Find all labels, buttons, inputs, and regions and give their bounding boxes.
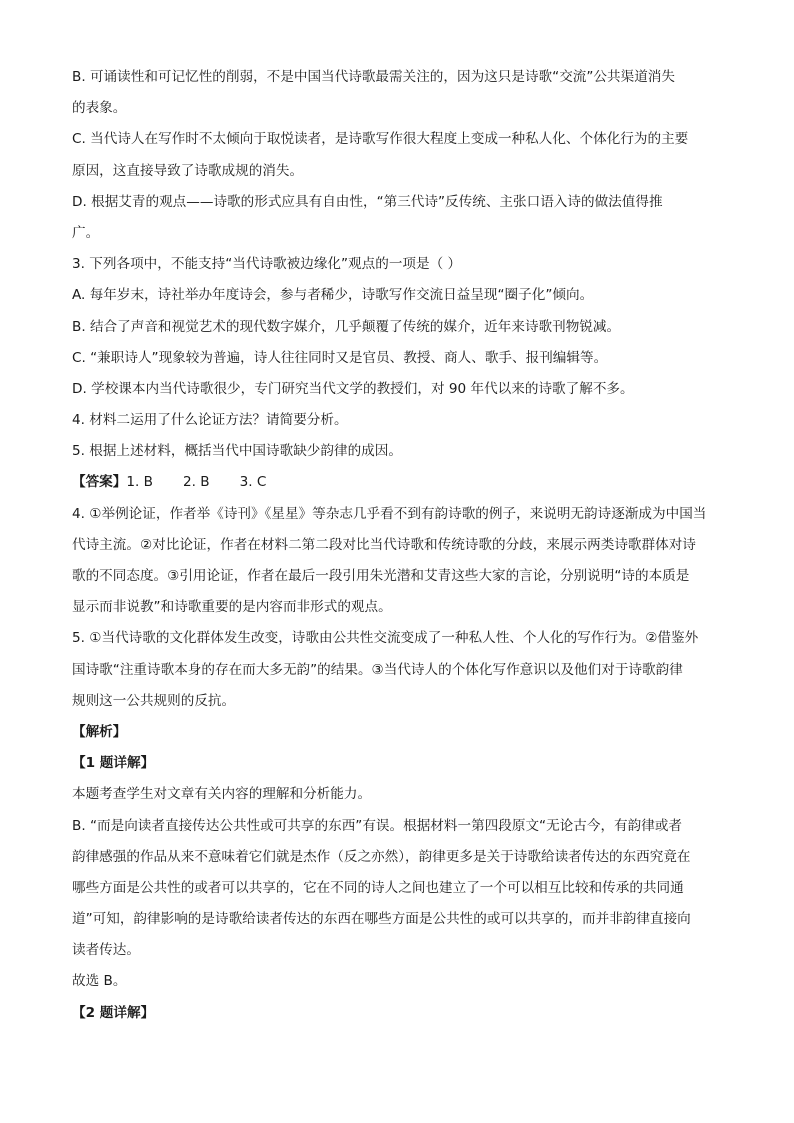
answer-label: 【答案】 xyxy=(72,474,127,491)
text-line: B. 结合了声音和视觉艺术的现代数字媒介，几乎颠覆了传统的媒介，近年来诗歌刊物锐减。 xyxy=(72,318,621,335)
text-line: 规则这一公共规则的反抗。 xyxy=(72,692,236,709)
text-line: 道”可知，韵律影响的是诗歌给读者传达的东西在哪些方面是公共性的或可以共享的，而并非韵律直接向 xyxy=(72,911,691,928)
text-line: C. “兼职诗人”现象较为普遍，诗人往往同时又是官员、教授、商人、歌手、报刊编辑等。 xyxy=(72,349,608,366)
text-line: 4. 材料二运用了什么论证方法？请简要分析。 xyxy=(72,412,348,429)
text-line: 3. 下列各项中，不能支持“当代诗歌被边缘化”观点的一项是（ ） xyxy=(72,256,462,273)
text-line: 原因，这直接导致了诗歌成规的消失。 xyxy=(72,162,304,179)
text-line: 5. 根据上述材料，概括当代中国诗歌缺少韵律的成因。 xyxy=(72,443,402,460)
text-line: 代诗主流。②对比论证，作者在材料二第二段对比当代诗歌和传统诗歌的分歧，来展示两类诗歌群体对诗 xyxy=(72,536,696,553)
text-line: 本题考查学生对文章有关内容的理解和分析能力。 xyxy=(72,786,372,803)
text-line: 读者传达。 xyxy=(72,942,140,959)
text-line: A. 每年岁末，诗社举办年度诗会，参与者稀少，诗歌写作交流日益呈现“圈子化”倾向。 xyxy=(72,287,594,304)
answer-3: 3. C xyxy=(239,474,267,491)
text-line: 韵律感强的作品从来不意味着它们就是杰作（反之亦然），韵律更多是关于诗歌给读者传达的东西究竟在 xyxy=(72,848,691,865)
text-line: B. “而是向读者直接传达公共性或可共享的东西”有误。根据材料一第四段原文“无论古今，有韵律或者 xyxy=(72,817,683,834)
text-line: 哪些方面是公共性的或者可以共享的，它在不同的诗人之间也建立了一个可以相互比较和传承的共同通 xyxy=(72,879,684,896)
text-line: 5. ①当代诗歌的文化群体发生改变，诗歌由公共性交流变成了一种私人性、个人化的写作行为。②借鉴外 xyxy=(72,630,699,647)
text-line: C. 当代诗人在写作时不太倾向于取悦读者，是诗歌写作很大程度上变成一种私人化、个体化行为的主要 xyxy=(72,131,689,148)
text-line: 显示而非说教”和诗歌重要的是内容而非形式的观点。 xyxy=(72,599,392,616)
text-line: 广。 xyxy=(72,224,100,241)
answer-line xyxy=(72,467,722,498)
explanation-section xyxy=(72,499,722,1029)
document-page xyxy=(72,62,722,1029)
question-section xyxy=(72,62,722,467)
text-line: 【2 题详解】 xyxy=(72,1004,155,1021)
text-line: 故选 B。 xyxy=(72,973,127,990)
answer-2: 2. B xyxy=(183,474,210,491)
text-line: 歌的不同态度。③引用论证，作者在最后一段引用朱光潜和艾青这些大家的言论，分别说明“诗的本质是 xyxy=(72,568,690,584)
text-line: 国诗歌“注重诗歌本身的存在而大多无韵”的结果。③当代诗人的个体化写作意识以及他们对于诗歌韵律 xyxy=(72,661,683,678)
text-line: 的表象。 xyxy=(72,100,127,117)
text-line: 【解析】 xyxy=(72,723,127,740)
text-line: B. 可诵读性和可记忆性的削弱，不是中国当代诗歌最需关注的，因为这只是诗歌“交流”公共渠道消失 xyxy=(72,69,675,85)
text-line: 4. ①举例论证，作者举《诗刊》《星星》等杂志几乎看不到有韵诗歌的例子，来说明无韵诗逐渐成为中国当 xyxy=(72,505,707,522)
text-line: 【1 题详解】 xyxy=(72,755,155,772)
text-line: D. 根据艾青的观点——诗歌的形式应具有自由性，“第三代诗”反传统、主张口语入诗的做法值得推 xyxy=(72,193,663,210)
text-line: D. 学校课本内当代诗歌很少，专门研究当代文学的教授们，对 90 年代以来的诗歌了解不多。 xyxy=(72,380,634,397)
answer-1: 1. B xyxy=(126,474,153,491)
